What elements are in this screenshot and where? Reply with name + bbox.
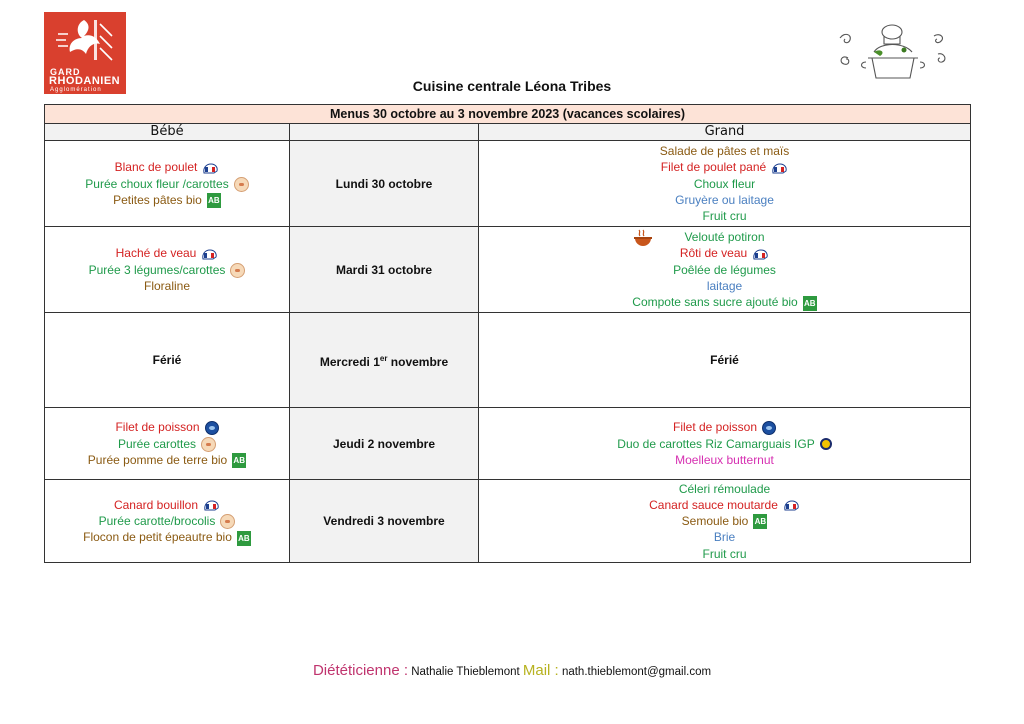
- menu-item: Flocon de petit épeautre bio AB: [83, 530, 250, 545]
- bebe-menu-cell: [45, 313, 290, 408]
- table-row: [45, 141, 971, 227]
- fait-maison-icon: [201, 437, 216, 452]
- dietitian-label: Diététicienne :: [312, 662, 409, 679]
- grand-menu-cell: [479, 227, 971, 313]
- footer-contact: [0, 662, 1024, 679]
- column-header-bebe: Bébé: [45, 124, 290, 141]
- menu-item: Purée carottes: [45, 436, 289, 452]
- menu-item: Rôti de veau: [479, 245, 970, 261]
- day-label: Jeudi 2 novembre: [290, 408, 479, 480]
- menu-item: Moelleux butternut: [675, 452, 774, 467]
- grand-menu-cell: [479, 480, 971, 563]
- dietitian-name: Nathalie Thieblemont: [411, 666, 520, 678]
- menu-item: Férié: [710, 353, 739, 368]
- menu-item: Haché de veau: [45, 245, 289, 261]
- bebe-menu-cell: [45, 408, 290, 480]
- ab-bio-icon: AB: [803, 296, 817, 311]
- table-row: [45, 227, 971, 313]
- menu-item: Velouté potiron: [684, 230, 765, 245]
- menu-table: [44, 104, 971, 563]
- menu-item: Petites pâtes bio AB: [113, 192, 220, 207]
- viande-france-icon: [771, 162, 788, 175]
- day-label: Mercredi 1er novembre: [290, 313, 479, 408]
- fait-maison-icon: [220, 514, 235, 529]
- menu-item: Céleri rémoulade: [678, 481, 771, 496]
- menu-item: laitage: [706, 278, 743, 293]
- logo-line1: GARD: [50, 67, 81, 77]
- page-title: Cuisine centrale Léona Tribes: [412, 78, 612, 94]
- menu-item: Canard sauce moutarde: [479, 497, 970, 513]
- menu-item: Semoule bio AB: [681, 514, 767, 529]
- bebe-menu-cell: [45, 480, 290, 563]
- column-header-grand: Grand: [479, 124, 971, 141]
- ab-bio-icon: AB: [753, 514, 767, 529]
- ab-bio-icon: AB: [207, 193, 221, 208]
- menu-item: Compote sans sucre ajouté bio AB: [632, 295, 816, 310]
- menu-item: Choux fleur: [693, 176, 756, 191]
- day-label: Vendredi 3 novembre: [290, 480, 479, 563]
- soup-bowl-icon: [632, 228, 654, 248]
- menu-item: Purée carotte/brocolis: [45, 513, 289, 529]
- logo-line2: RHODANIEN: [49, 75, 121, 87]
- logo-line3: Agglomération: [50, 87, 102, 93]
- column-header-day: [290, 124, 479, 141]
- ab-bio-icon: AB: [232, 453, 246, 468]
- bleu-blanc-coeur-icon: [762, 421, 776, 435]
- bebe-menu-cell: [45, 141, 290, 227]
- menu-item: Blanc de poulet: [45, 159, 289, 175]
- viande-france-icon: [202, 162, 219, 175]
- menu-item: Salade de pâtes et maïs: [659, 144, 790, 159]
- menu-item: Filet de poisson: [479, 419, 970, 435]
- menu-item: Canard bouillon: [45, 497, 289, 513]
- menu-item: Fruit cru: [702, 209, 747, 224]
- menu-item: Fruit cru: [702, 546, 747, 561]
- menu-item: Poêlée de légumes: [673, 262, 776, 277]
- menu-period-banner: Menus 30 octobre au 3 novembre 2023 (vacances scolaires): [45, 105, 971, 124]
- grand-menu-cell: [479, 313, 971, 408]
- table-row: [45, 408, 971, 480]
- day-label: Lundi 30 octobre: [290, 141, 479, 227]
- grand-menu-cell: [479, 408, 971, 480]
- fait-maison-icon: [234, 177, 249, 192]
- table-row: [45, 313, 971, 408]
- menu-item: Gruyère ou laitage: [675, 192, 774, 207]
- chef-cooking-pot-icon: [834, 18, 952, 84]
- email-address: nath.thieblemont@gmail.com: [561, 666, 712, 678]
- menu-item: Purée choux fleur /carottes: [45, 176, 289, 192]
- menu-item: Brie: [713, 530, 736, 545]
- fait-maison-icon: [230, 263, 245, 278]
- menu-item: Filet de poisson: [45, 419, 289, 435]
- day-label: Mardi 31 octobre: [290, 227, 479, 313]
- bebe-menu-cell: [45, 227, 290, 313]
- menu-item: Floraline: [143, 278, 191, 293]
- viande-france-icon: [201, 248, 218, 261]
- igp-icon: [820, 438, 832, 450]
- ab-bio-icon: AB: [237, 531, 251, 546]
- menu-item: Purée 3 légumes/carottes: [45, 262, 289, 278]
- menu-item: Duo de carottes Riz Camarguais IGP: [479, 436, 970, 452]
- menu-item: Filet de poulet pané: [479, 159, 970, 175]
- viande-france-icon: [203, 499, 220, 512]
- viande-france-icon: [783, 499, 800, 512]
- menu-item: Purée pomme de terre bio AB: [87, 452, 245, 467]
- table-row: [45, 480, 971, 563]
- bleu-blanc-coeur-icon: [205, 421, 219, 435]
- viande-france-icon: [752, 248, 769, 261]
- logo-mark-icon: [54, 18, 116, 64]
- menu-item: Férié: [152, 353, 182, 368]
- grand-menu-cell: [479, 141, 971, 227]
- mail-label: Mail :: [522, 662, 559, 679]
